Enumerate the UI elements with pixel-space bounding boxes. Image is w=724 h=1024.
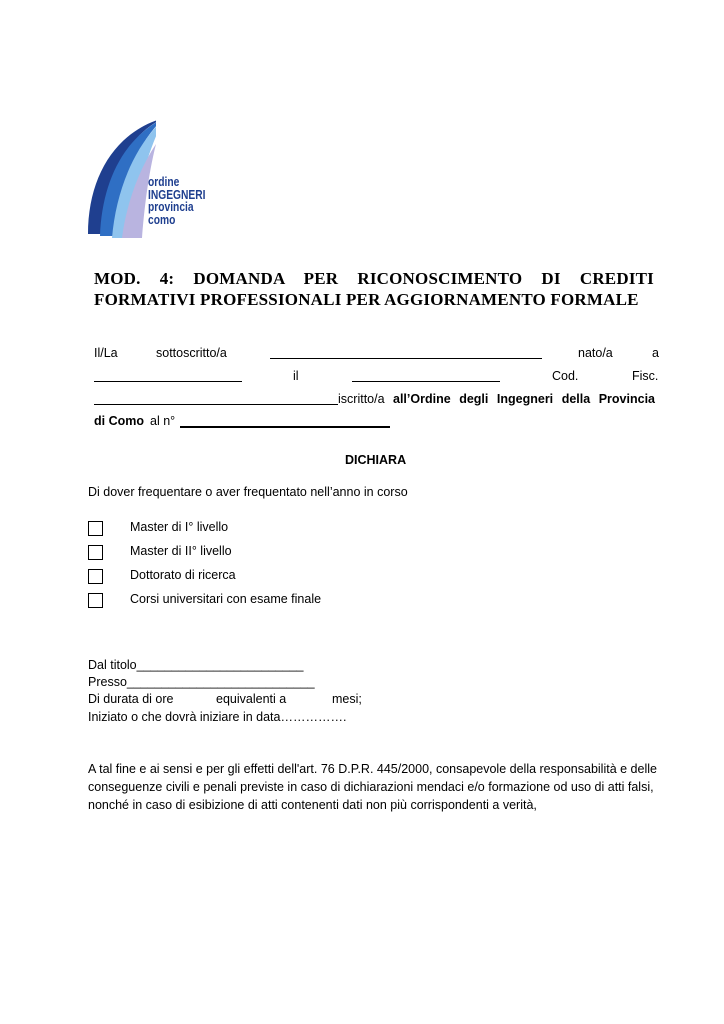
option-master-i: Master di I° livello: [130, 520, 229, 534]
checkbox-master-i[interactable]: [88, 521, 103, 536]
checkbox-dottorato[interactable]: [88, 569, 103, 584]
intro-text: Di dover frequentare o aver frequentato nell’anno in corso: [88, 485, 408, 499]
label-al-n: al n°: [150, 414, 176, 428]
label-nato: nato/a: [578, 346, 613, 360]
title-line-1: MOD. 4: DOMANDA PER RICONOSCIMENTO DI CREDITI: [94, 269, 654, 288]
iniziato-line[interactable]: Iniziato o che dovrà iniziare in data…………….: [88, 710, 347, 724]
dichiara-heading: DICHIARA: [345, 453, 407, 467]
name-field[interactable]: [270, 345, 542, 359]
label-a: a: [652, 346, 659, 360]
birthplace-field[interactable]: [94, 368, 242, 382]
label-durata: Di durata di ore: [88, 692, 174, 706]
option-master-ii: Master di II° livello: [130, 544, 232, 558]
option-corsi-universitari: Corsi universitari con esame finale: [130, 592, 322, 606]
label-il-la: Il/La: [94, 346, 118, 360]
dal-titolo-line[interactable]: Dal titolo________________________: [88, 658, 304, 672]
document-title: [94, 268, 654, 310]
label-fisc: Fisc.: [632, 369, 659, 383]
logo-text: [148, 176, 206, 226]
declaration-paragraph: A tal fine e ai sensi e per gli effetti dell'art. 76 D.P.R. 445/2000, consapevole della responsabilità e delle conseguenze civili e penali previste in caso di dichiarazioni mendaci e/o formazione od uso di atti falsi, nonché in caso di esibizione di atti contenenti dati non più corrispondenti a verità,: [88, 762, 657, 812]
title-line-2: FORMATIVI PROFESSIONALI PER AGGIORNAMENTO FORMALE: [94, 290, 639, 309]
label-iscritto: iscritto/a: [338, 392, 385, 406]
label-equivalenti: equivalenti a: [216, 692, 287, 706]
label-cod: Cod.: [552, 369, 579, 383]
fiscal-code-field[interactable]: [94, 391, 338, 405]
birthdate-field[interactable]: [352, 368, 500, 382]
ordine-ingegneri-logo: [86, 116, 216, 240]
logo-sail-graphic: [86, 116, 156, 240]
logo-line-ingegneri: INGEGNERI: [148, 187, 206, 202]
checkbox-corsi-universitari[interactable]: [88, 593, 103, 608]
label-il: il: [293, 369, 299, 383]
option-dottorato: Dottorato di ricerca: [130, 568, 236, 582]
label-sottoscritto: sottoscritto/a: [156, 346, 227, 360]
label-mesi: mesi;: [332, 692, 362, 706]
label-di-como: di Como: [94, 414, 144, 428]
checkbox-master-ii[interactable]: [88, 545, 103, 560]
registration-number-field[interactable]: [180, 413, 390, 428]
logo-line-ordine: ordine: [148, 175, 180, 189]
label-ordine: all’Ordine degli Ingegneri della Provincia: [393, 392, 655, 406]
logo-line-como: como: [148, 212, 176, 227]
logo-line-provincia: provincia: [148, 200, 194, 214]
presso-line[interactable]: Presso___________________________: [88, 675, 315, 689]
